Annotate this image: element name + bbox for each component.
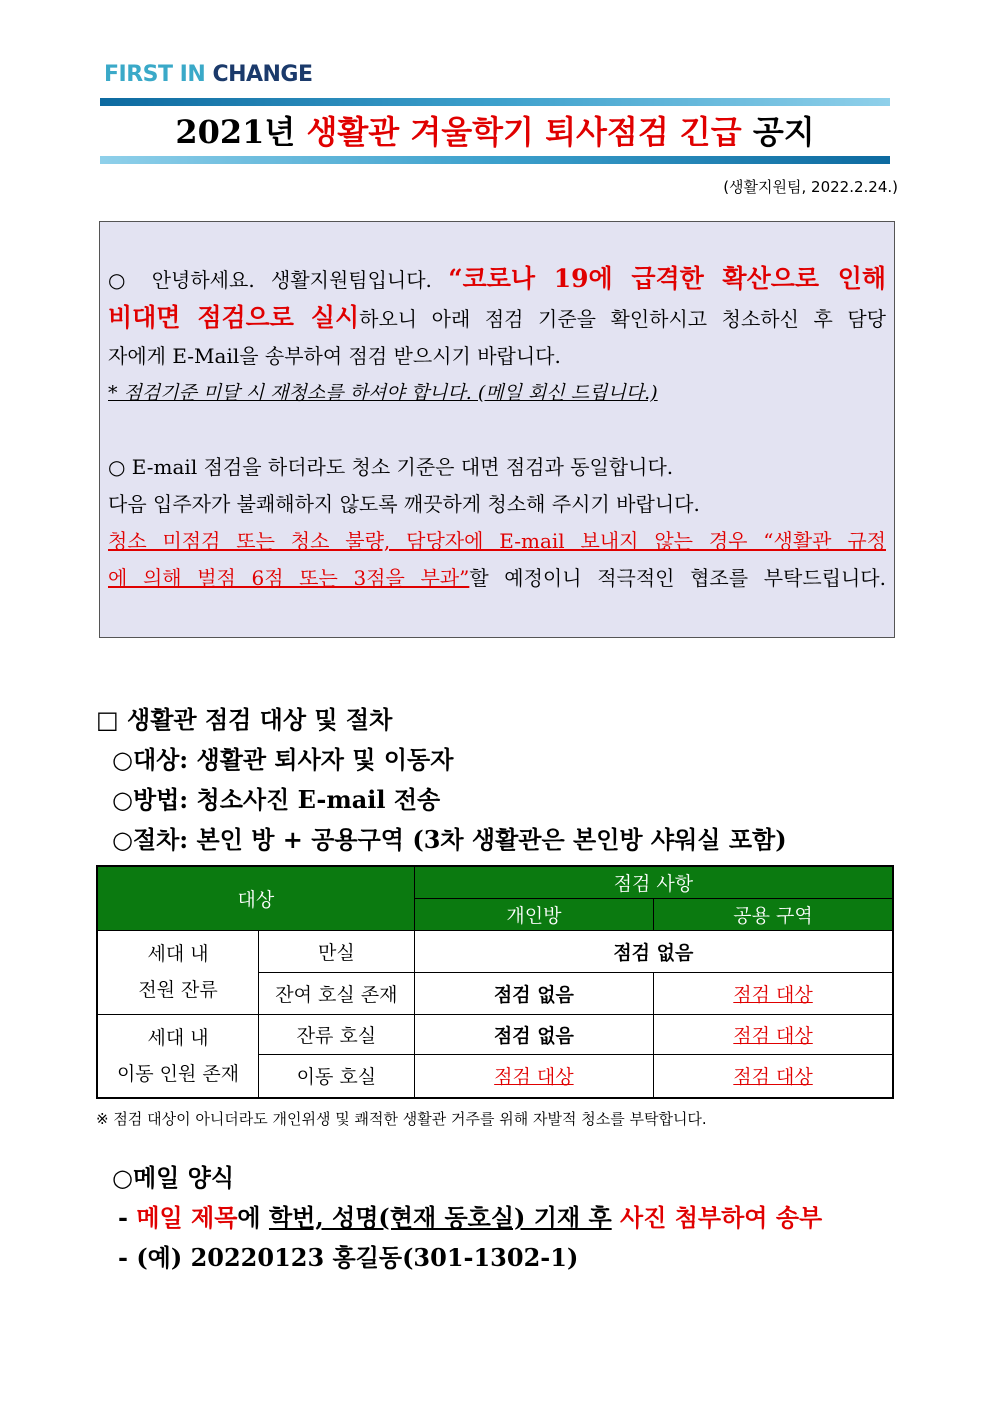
row-full-value: 점검 없음	[414, 930, 893, 972]
section-item-method: ○방법: 청소사진 E-mail 전송	[112, 785, 441, 814]
group-moving: 세대 내 이동 인원 존재	[97, 1014, 259, 1098]
mail-example-line: - (예) 20220123 홍길동(301-1302-1)	[118, 1243, 579, 1272]
row-remain-personal: 점검 없음	[414, 1014, 653, 1054]
mail-format-line: - 메일 제목에 학번, 성명(현재 동호실) 기재 후 사진 첨부하여 송부	[118, 1203, 823, 1232]
row-full-label: 만실	[259, 930, 415, 972]
row-move-label: 이동 호실	[259, 1054, 415, 1098]
issue-date: (생활지원팀, 2022.2.24.)	[723, 178, 898, 196]
notice-line-2: 비대면 점검으로 실시하오니 아래 점검 기준을 확인하시고 청소하신 후 담당	[108, 303, 886, 332]
header-items: 점검 사항	[414, 866, 893, 898]
row-vacancy-common: 점검 대상	[654, 972, 893, 1014]
header-common: 공용 구역	[654, 898, 893, 930]
row-remain-label: 잔류 호실	[259, 1014, 415, 1054]
brand-part1: FIRST IN	[104, 62, 206, 87]
row-vacancy-personal: 점검 없음	[414, 972, 653, 1014]
brand-logo	[104, 62, 313, 87]
row-remain-common: 점검 대상	[654, 1014, 893, 1054]
notice-line-6: 다음 입주자가 불쾌해하지 않도록 깨끗하게 청소해 주시기 바랍니다.	[108, 492, 700, 516]
inspection-table	[96, 865, 894, 1099]
mail-heading: ○메일 양식	[112, 1163, 235, 1192]
row-move-common: 점검 대상	[654, 1054, 893, 1098]
brand-part2: CHANGE	[212, 62, 313, 87]
section-item-target: ○대상: 생활관 퇴사자 및 이동자	[112, 745, 454, 774]
page-title: 2021년 생활관 겨울학기 퇴사점검 긴급 공지	[175, 113, 815, 151]
title-bar-top	[100, 98, 890, 106]
notice-penalty-1: 청소 미점검 또는 청소 불량, 담당자에 E-mail 보내지 않는 경우 “생활관 규정	[108, 529, 886, 553]
group-stay-all: 세대 내 전원 잔류	[97, 930, 259, 1014]
notice-box	[99, 221, 895, 638]
section-item-procedure: ○절차: 본인 방 + 공용구역 (3차 생활관은 본인방 샤워실 포함)	[112, 825, 787, 854]
section-heading: □ 생활관 점검 대상 및 절차	[96, 705, 393, 734]
header-personal: 개인방	[414, 898, 653, 930]
notice-line-3: 자에게 E-Mail을 송부하여 점검 받으시기 바랍니다.	[108, 344, 561, 368]
footnote: ※ 점검 대상이 아니더라도 개인위생 및 쾌적한 생활관 거주를 위해 자발적 청소를 부탁합니다.	[96, 1110, 707, 1128]
notice-penalty-2: 에 의해 벌점 6점 또는 3점을 부과”할 예정이니 적극적인 협조를 부탁드립니다.	[108, 566, 886, 590]
header-target: 대상	[97, 866, 414, 930]
title-bar-bottom	[100, 156, 890, 164]
notice-note: * 점검기준 미달 시 재청소를 하셔야 합니다. (메일 회신 드립니다.)	[108, 382, 658, 404]
row-vacancy-label: 잔여 호실 존재	[259, 972, 415, 1014]
notice-line-1: ○ 안녕하세요. 생활지원팀입니다. “코로나 19에 급격한 확산으로 인해	[108, 264, 886, 293]
row-move-personal: 점검 대상	[414, 1054, 653, 1098]
notice-line-5: ○ E-mail 점검을 하더라도 청소 기준은 대면 점검과 동일합니다.	[108, 455, 674, 479]
